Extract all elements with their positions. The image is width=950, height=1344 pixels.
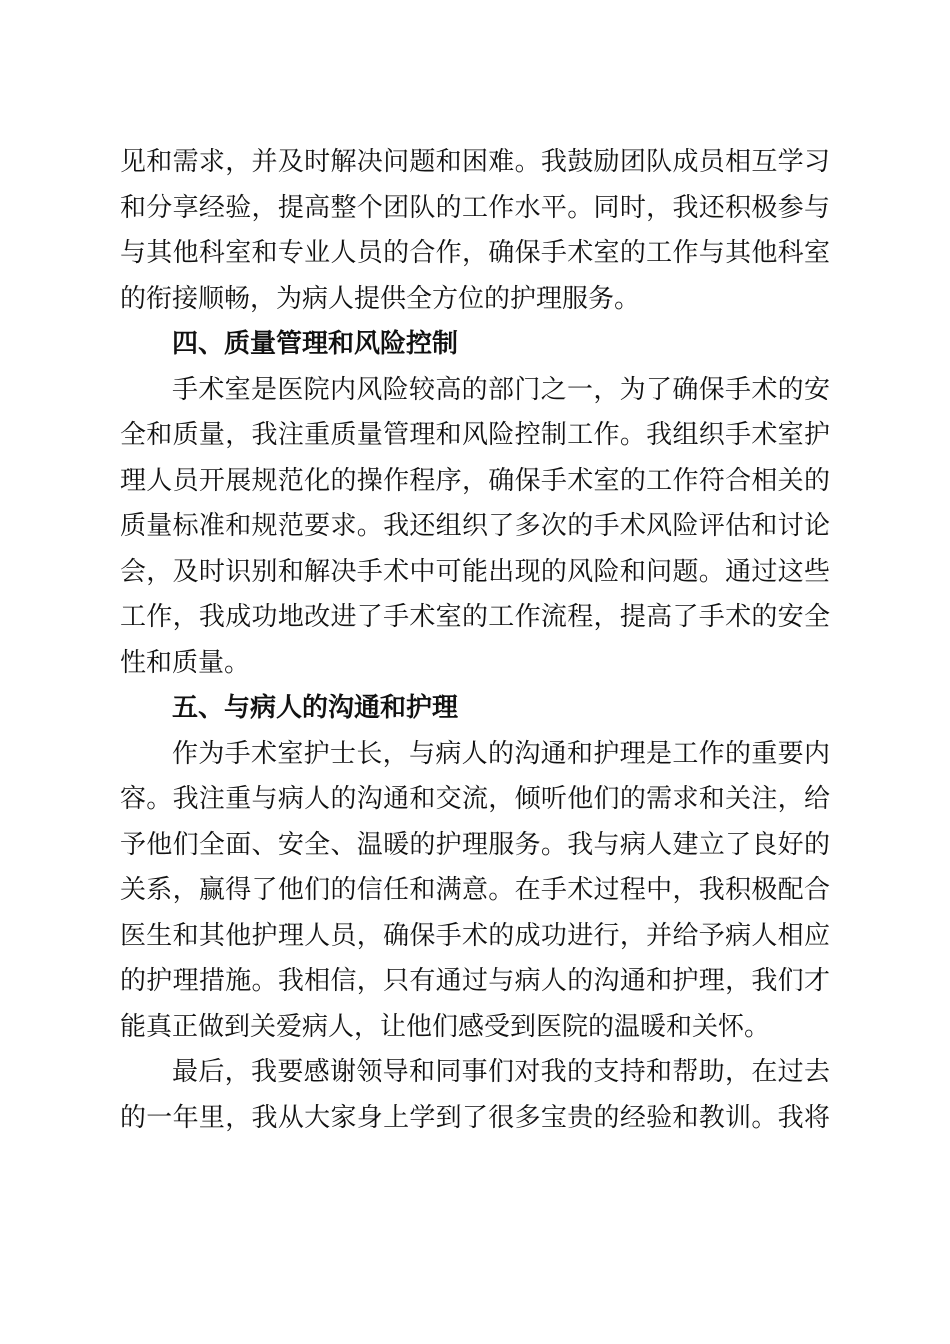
- text-line: 能真正做到关爱病人，让他们感受到医院的温暖和关怀。: [120, 1011, 771, 1042]
- document-body: [120, 140, 830, 1141]
- text-line: 的护理措施。我相信，只有通过与病人的沟通和护理，我们才: [120, 966, 830, 996]
- closing-paragraph: [120, 1050, 830, 1141]
- text-line: 理人员开展规范化的操作程序，确保手术室的工作符合相关的: [120, 465, 830, 496]
- text-line: 作为手术室护士长，与病人的沟通和护理是工作的重要内: [172, 738, 830, 769]
- text-line: 会，及时识别和解决手术中可能出现的风险和问题。通过这些: [120, 556, 830, 587]
- text-line: 性和质量。: [120, 647, 251, 678]
- text-line: 予他们全面、安全、温暖的护理服务。我与病人建立了良好的: [120, 829, 830, 860]
- text-line: 关系，赢得了他们的信任和满意。在手术过程中，我积极配合: [120, 875, 830, 905]
- text-line: 和分享经验，提高整个团队的工作水平。同时，我还积极参与: [120, 192, 830, 223]
- continuation-paragraph: [120, 140, 830, 322]
- text-line: 最后，我要感谢领导和同事们对我的支持和帮助，在过去: [172, 1057, 830, 1087]
- text-line: 的衔接顺畅，为病人提供全方位的护理服务。: [120, 283, 641, 314]
- text-line: 与其他科室和专业人员的合作，确保手术室的工作与其他科室: [120, 238, 830, 268]
- section-4-heading: 四、质量管理和风险控制: [172, 329, 459, 359]
- text-line: 手术室是医院内风险较高的部门之一，为了确保手术的安: [172, 374, 830, 405]
- text-line: 质量标准和规范要求。我还组织了多次的手术风险评估和讨论: [120, 511, 830, 541]
- text-line: 全和质量，我注重质量管理和风险控制工作。我组织手术室护: [120, 420, 830, 450]
- text-line: 见和需求，并及时解决问题和困难。我鼓励团队成员相互学习: [120, 147, 830, 177]
- text-line: 的一年里，我从大家身上学到了很多宝贵的经验和教训。我将: [120, 1102, 830, 1133]
- section-5-paragraph: [120, 732, 830, 1051]
- section-5-heading: 五、与病人的沟通和护理: [172, 693, 459, 723]
- text-line: 工作，我成功地改进了手术室的工作流程，提高了手术的安全: [120, 602, 830, 632]
- text-line: 医生和其他护理人员，确保手术的成功进行，并给予病人相应: [120, 920, 830, 951]
- section-4-paragraph: [120, 368, 830, 687]
- text-line: 容。我注重与病人的沟通和交流，倾听他们的需求和关注，给: [120, 784, 830, 814]
